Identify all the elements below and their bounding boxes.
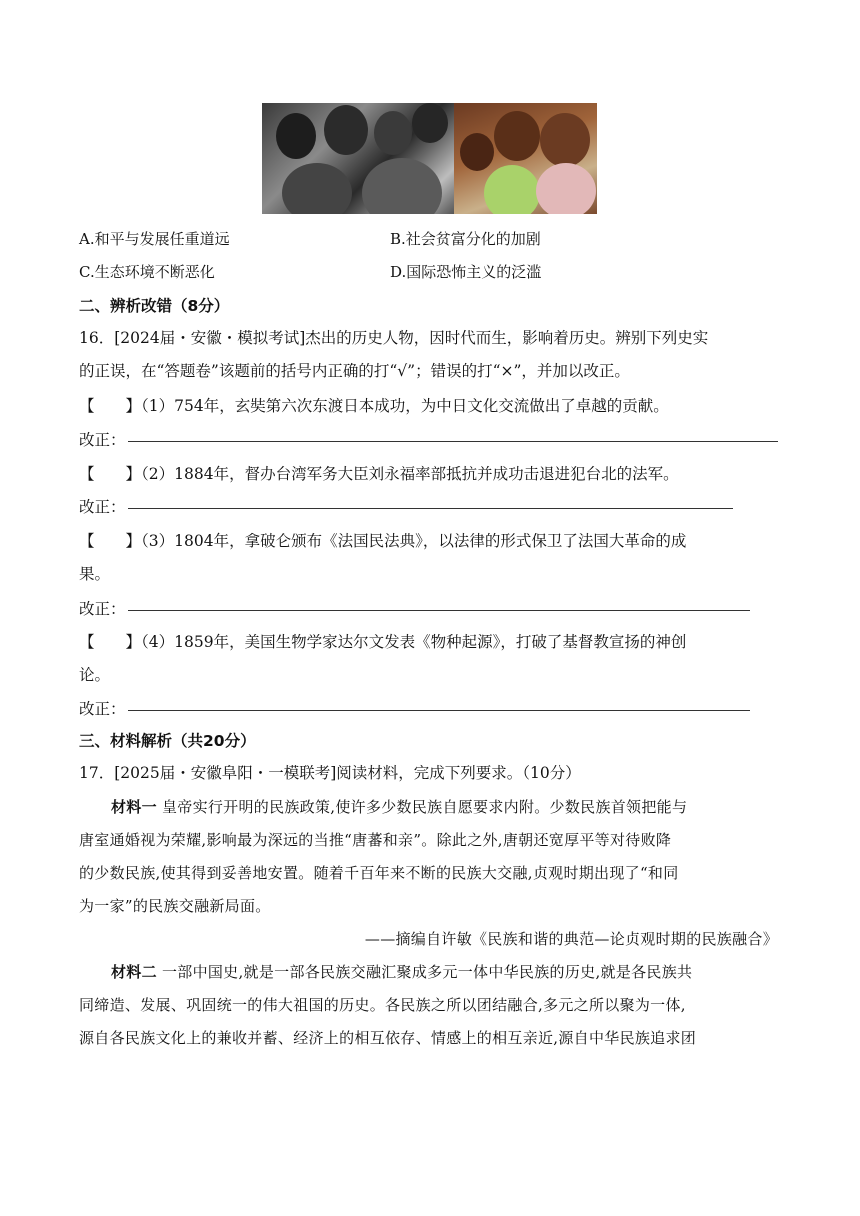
material-1-line-2: 唐室通婚视为荣耀,影响最为深远的当推“唐蕃和亲”。除此之外,唐朝还宽厚平等对待败降: [79, 831, 672, 849]
item-text: （3）1804年，拿破仑颁布《法国民法典》，以法律的形式保卫了法国大革命的成: [141, 532, 687, 550]
question-photo: [262, 103, 597, 214]
answer-bracket[interactable]: 【 】: [79, 397, 142, 415]
section-title-materials: 三、材料解析（共20分）: [79, 732, 256, 750]
material-1-source: ——摘编自许敏《民族和谐的典范—论贞观时期的民族融合》: [364, 930, 778, 948]
correction-label: 改正：: [79, 600, 126, 618]
material-2-label: 材料二: [111, 963, 157, 981]
correction-row-2: [79, 495, 733, 517]
answer-bracket[interactable]: 【 】: [79, 633, 142, 651]
correction-line[interactable]: [128, 610, 750, 611]
material-2-line-1: 材料二 一部中国史,就是一部各民族交融汇聚成多元一体中华民族的历史,就是各民族共: [111, 963, 693, 981]
photo-children-bw: [262, 103, 454, 214]
question-16-line-1: 16．[2024届・安徽・模拟考试]杰出的历史人物，因时代而生，影响着历史。辨别下列史实: [79, 329, 709, 347]
option-a: A.和平与发展任重道远: [79, 230, 230, 248]
item-4-continued: 论。: [79, 666, 111, 684]
correction-line[interactable]: [128, 441, 778, 442]
item-text: （2）1884年，督办台湾军务大臣刘永福率部抵抗并成功击退进犯台北的法军。: [141, 465, 679, 483]
correction-line[interactable]: [128, 710, 750, 711]
option-c: C.生态环境不断恶化: [79, 263, 215, 281]
correction-row-4: [79, 697, 750, 719]
item-text: （4）1859年，美国生物学家达尔文发表《物种起源》，打破了基督教宣扬的神创: [141, 633, 687, 651]
option-d: D.国际恐怖主义的泛滥: [390, 263, 542, 281]
answer-bracket[interactable]: 【 】: [79, 532, 142, 550]
correction-label: 改正：: [79, 431, 126, 449]
question-17: 17．[2025届・安徽阜阳・一模联考]阅读材料，完成下列要求。（10分）: [79, 764, 581, 782]
material-1-line-4: 为一家”的民族交融新局面。: [79, 897, 271, 915]
material-2-line-2: 同缔造、发展、巩固统一的伟大祖国的历史。各民族之所以团结融合,多元之所以聚为一体,: [79, 996, 686, 1014]
correction-line[interactable]: [128, 508, 733, 509]
correction-row-1: [79, 428, 778, 450]
item-3: [79, 529, 686, 551]
item-4: [79, 630, 686, 652]
item-text: （1）754年，玄奘第六次东渡日本成功，为中日文化交流做出了卓越的贡献。: [141, 397, 669, 415]
question-16-line-2: 的正误，在“答题卷”该题前的括号内正确的打“√”；错误的打“×”，并加以改正。: [79, 362, 630, 380]
item-2: [79, 462, 679, 484]
correction-label: 改正：: [79, 700, 126, 718]
answer-bracket[interactable]: 【 】: [79, 465, 142, 483]
material-2-line-3: 源自各民族文化上的兼收并蓄、经济上的相互依存、情感上的相互亲近,源自中华民族追求团: [79, 1029, 697, 1047]
photo-children-color: [454, 103, 597, 214]
section-title-correction: 二、辨析改错（8分）: [79, 297, 230, 315]
material-1-line-3: 的少数民族,使其得到妥善地安置。随着千百年来不断的民族大交融,贞观时期出现了“和同: [79, 864, 679, 882]
correction-row-3: [79, 597, 750, 619]
item-1: [79, 394, 669, 416]
correction-label: 改正：: [79, 498, 126, 516]
option-b: B.社会贫富分化的加剧: [390, 230, 541, 248]
material-1-line-1: 材料一 皇帝实行开明的民族政策,使许多少数民族自愿要求内附。少数民族首领把能与: [111, 798, 688, 816]
item-3-continued: 果。: [79, 565, 111, 583]
material-1-label: 材料一: [111, 798, 157, 816]
